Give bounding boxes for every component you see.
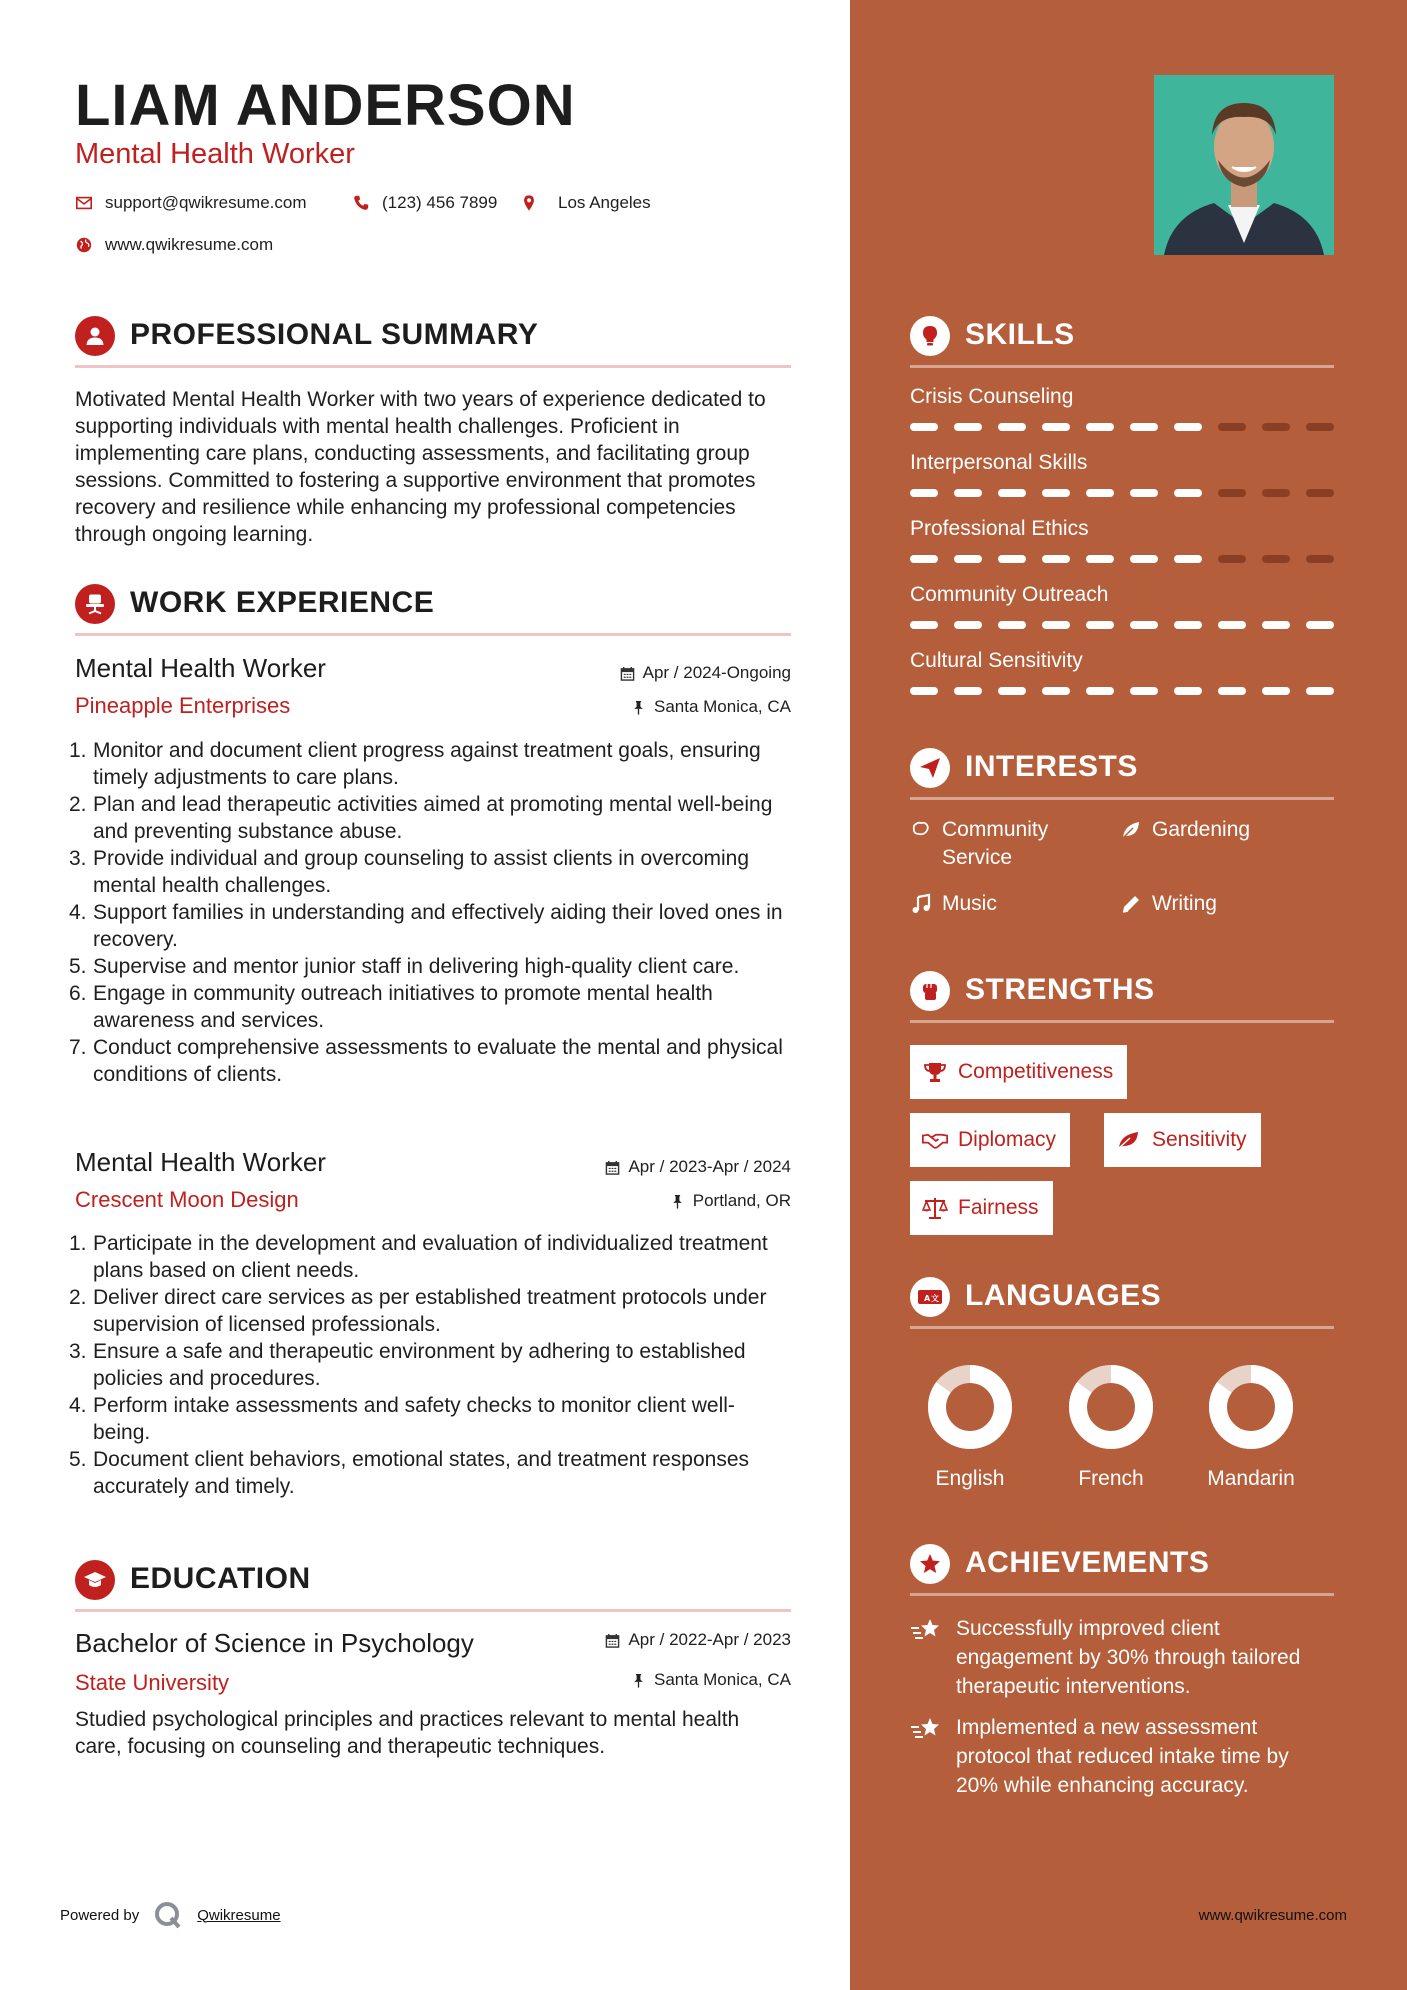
- interest-name: Community Service: [942, 818, 1049, 869]
- achievement-item: [910, 1713, 1334, 1800]
- interest-item: [910, 890, 997, 918]
- list-item: 5. Supervise and mentor junior staff in delivering high-quality client care.: [69, 955, 740, 978]
- education-description: Studied psychological principles and practices relevant to mental health care, focusing on counseling and therapeutic techniques.: [75, 1708, 740, 1758]
- strengths-section-header: [910, 965, 1334, 1021]
- music-note-icon: [910, 893, 932, 915]
- interest-item: [1120, 890, 1217, 918]
- skill-dash-empty: [1262, 555, 1290, 563]
- section-divider: [910, 1020, 1334, 1023]
- achievement-text: Implemented a new assessment protocol that reduced intake time by 20% while enhancing accuracy.: [956, 1716, 1289, 1797]
- job-1-location: [631, 697, 791, 717]
- job-2-title: Mental Health Worker: [75, 1147, 326, 1177]
- skill-dash-filled: [1262, 687, 1290, 695]
- list-item: 5. Document client behaviors, emotional states, and treatment responses accurately and timely.: [69, 1448, 750, 1498]
- pencil-icon: [1120, 893, 1142, 915]
- skill-name: Crisis Counseling: [910, 385, 1074, 408]
- calendar-icon: [605, 1160, 620, 1175]
- list-item: 2. Deliver direct care services as per established treatment protocols under supervision of licensed professionals.: [69, 1286, 767, 1336]
- skill-item: [910, 451, 1334, 497]
- skill-dash-filled: [1174, 489, 1202, 497]
- skill-dash-empty: [1218, 555, 1246, 563]
- skill-dash-filled: [1130, 555, 1158, 563]
- interest-name: Gardening: [1152, 818, 1251, 841]
- skill-dash-filled: [910, 555, 938, 563]
- skill-dash-filled: [998, 423, 1026, 431]
- achievements-section-header: [910, 1538, 1334, 1594]
- fist-icon: [910, 971, 950, 1011]
- list-item: 6. Engage in community outreach initiatives to promote mental health awareness and services.: [69, 982, 713, 1032]
- list-item: 2. Plan and lead therapeutic activities aimed at promoting mental well-being and preventing substance abuse.: [69, 793, 773, 843]
- skill-name: Community Outreach: [910, 583, 1109, 606]
- skill-dash-filled: [954, 423, 982, 431]
- candidate-name: LIAM ANDERSON: [75, 73, 576, 138]
- skill-dash-filled: [998, 555, 1026, 563]
- skill-level-bar: [910, 423, 1334, 431]
- skill-dash-filled: [910, 423, 938, 431]
- language-icon: [910, 1277, 950, 1317]
- hand-icon: [910, 819, 932, 841]
- skill-dash-filled: [910, 489, 938, 497]
- leaf-icon: [1120, 819, 1142, 841]
- skill-dash-filled: [1086, 423, 1114, 431]
- qwikresume-link[interactable]: Qwikresume: [197, 1906, 281, 1924]
- skill-item: [910, 649, 1334, 695]
- skill-dash-filled: [998, 489, 1026, 497]
- section-divider: [75, 1609, 791, 1612]
- website-text: www.qwikresume.com: [105, 235, 274, 254]
- education-dates: [605, 1630, 791, 1650]
- job-1-dates: [620, 663, 791, 683]
- scales-icon: [922, 1197, 948, 1219]
- language-name: Mandarin: [1207, 1467, 1295, 1490]
- interest-name: Writing: [1152, 892, 1217, 915]
- skill-dash-filled: [1086, 687, 1114, 695]
- shooting-star-icon: [910, 1715, 944, 1743]
- skill-dash-filled: [1130, 687, 1158, 695]
- language-item: [1041, 1362, 1181, 1491]
- interests-section-header: [910, 742, 1334, 798]
- skill-dash-filled: [998, 621, 1026, 629]
- strength-name: Fairness: [958, 1196, 1039, 1219]
- skill-name: Interpersonal Skills: [910, 451, 1088, 474]
- language-proficiency-donut: [1206, 1362, 1296, 1452]
- section-divider: [75, 633, 791, 636]
- language-item: [900, 1362, 1040, 1491]
- skill-dash-filled: [1174, 621, 1202, 629]
- skill-dash-filled: [954, 687, 982, 695]
- skill-item: [910, 517, 1334, 563]
- list-item: 4. Perform intake assessments and safety checks to monitor client well-being.: [69, 1394, 735, 1444]
- skill-dash-filled: [954, 555, 982, 563]
- language-name: French: [1078, 1467, 1144, 1490]
- job-2-dates: [605, 1157, 791, 1177]
- skill-dash-filled: [1130, 423, 1158, 431]
- email-text: support@qwikresume.com: [105, 193, 307, 212]
- shooting-star-icon: [910, 1616, 944, 1644]
- globe-icon: [75, 236, 93, 254]
- paper-plane-icon: [910, 748, 950, 788]
- svg-text:A: A: [924, 1294, 931, 1303]
- skill-dash-filled: [1130, 621, 1158, 629]
- skill-dash-filled: [998, 687, 1026, 695]
- office-chair-icon: [75, 584, 115, 624]
- skill-dash-empty: [1306, 489, 1334, 497]
- leaf-icon: [1116, 1129, 1142, 1151]
- achievement-item: [910, 1614, 1334, 1701]
- job-1-title: Mental Health Worker: [75, 653, 326, 683]
- skill-level-bar: [910, 555, 1334, 563]
- job-2-bullets: [69, 1230, 791, 1500]
- skill-level-bar: [910, 489, 1334, 497]
- star-badge-icon: [910, 1544, 950, 1584]
- education-section-header: [75, 1554, 791, 1610]
- handshake-icon: [922, 1129, 948, 1151]
- skills-heading: SKILLS: [965, 318, 1075, 351]
- skill-dash-filled: [1130, 489, 1158, 497]
- calendar-icon: [620, 666, 635, 681]
- job-1-company: Pineapple Enterprises: [75, 693, 291, 718]
- skill-dash-filled: [1042, 687, 1070, 695]
- skill-name: Professional Ethics: [910, 517, 1089, 540]
- sidebar: [850, 0, 1407, 1990]
- strength-name: Competitiveness: [958, 1060, 1114, 1083]
- interest-item: [1120, 816, 1250, 844]
- summary-section-header: [75, 310, 791, 366]
- languages-heading: LANGUAGES: [965, 1279, 1162, 1312]
- pushpin-icon: [631, 700, 646, 715]
- profile-photo: [1154, 75, 1334, 255]
- skill-dash-filled: [910, 687, 938, 695]
- language-proficiency-donut: [1066, 1362, 1156, 1452]
- trophy-icon: [922, 1061, 948, 1083]
- section-divider: [75, 365, 791, 368]
- job-1-location-text: Santa Monica, CA: [653, 697, 791, 716]
- skill-dash-filled: [1306, 621, 1334, 629]
- footer-url[interactable]: www.qwikresume.com: [1198, 1907, 1347, 1924]
- language-name: English: [935, 1467, 1005, 1490]
- strength-name: Sensitivity: [1152, 1128, 1247, 1151]
- languages-section-header: [910, 1271, 1334, 1327]
- summary-heading: PROFESSIONAL SUMMARY: [130, 318, 539, 351]
- strength-badge: [910, 1045, 1127, 1099]
- section-divider: [910, 1326, 1334, 1329]
- job-1-dates-text: Apr / 2024-Ongoing: [642, 663, 791, 682]
- email-contact[interactable]: [75, 193, 307, 213]
- skill-dash-empty: [1306, 555, 1334, 563]
- job-2-company: Crescent Moon Design: [75, 1187, 299, 1212]
- strength-name: Diplomacy: [958, 1128, 1057, 1151]
- skill-item: [910, 583, 1334, 629]
- envelope-icon: [75, 194, 93, 212]
- skill-dash-empty: [1218, 489, 1246, 497]
- strength-badge: [1104, 1113, 1261, 1167]
- phone-icon: [352, 194, 370, 212]
- skill-dash-filled: [1042, 423, 1070, 431]
- skill-dash-filled: [1086, 489, 1114, 497]
- website-contact[interactable]: [75, 235, 273, 255]
- skill-dash-filled: [910, 621, 938, 629]
- degree-title: Bachelor of Science in Psychology: [75, 1628, 474, 1658]
- skill-name: Cultural Sensitivity: [910, 649, 1083, 672]
- pushpin-icon: [670, 1194, 685, 1209]
- skill-dash-empty: [1262, 489, 1290, 497]
- list-item: 3. Ensure a safe and therapeutic environment by adhering to established policies and procedures.: [69, 1340, 746, 1390]
- candidate-title: Mental Health Worker: [75, 138, 355, 170]
- interest-name: Music: [942, 892, 997, 915]
- lightbulb-icon: [910, 316, 950, 356]
- skill-dash-filled: [1174, 555, 1202, 563]
- skill-dash-filled: [1218, 621, 1246, 629]
- skill-dash-filled: [1306, 687, 1334, 695]
- calendar-icon: [605, 1633, 620, 1648]
- job-1-bullets: [69, 737, 791, 1088]
- section-divider: [910, 797, 1334, 800]
- svg-text:文: 文: [931, 1294, 939, 1303]
- job-2-dates-text: Apr / 2023-Apr / 2024: [628, 1157, 791, 1176]
- map-pin-icon: [520, 194, 538, 212]
- school-name: State University: [75, 1670, 230, 1695]
- skill-dash-filled: [954, 489, 982, 497]
- user-icon: [75, 316, 115, 356]
- language-item: [1181, 1362, 1321, 1491]
- list-item: 7. Conduct comprehensive assessments to evaluate the mental and physical conditions of clients.: [69, 1036, 783, 1086]
- pushpin-icon: [631, 1673, 646, 1688]
- skill-dash-filled: [1086, 555, 1114, 563]
- interest-item: [910, 816, 1080, 872]
- skill-dash-empty: [1306, 423, 1334, 431]
- skill-dash-filled: [1086, 621, 1114, 629]
- skill-dash-empty: [1218, 423, 1246, 431]
- skill-dash-filled: [1174, 687, 1202, 695]
- location-text: Los Angeles: [558, 193, 651, 212]
- education-heading: EDUCATION: [130, 1562, 311, 1595]
- skill-item: [910, 385, 1334, 431]
- job-2-location-text: Portland, OR: [692, 1191, 791, 1210]
- skill-level-bar: [910, 621, 1334, 629]
- qwikresume-logo-icon: [153, 1900, 183, 1930]
- location-contact: [520, 193, 651, 213]
- strength-badge: [910, 1181, 1053, 1235]
- graduation-cap-icon: [75, 1560, 115, 1600]
- list-item: 1. Participate in the development and evaluation of individualized treatment plans based on client needs.: [69, 1232, 768, 1282]
- phone-text: (123) 456 7899: [382, 193, 498, 212]
- section-divider: [910, 365, 1334, 368]
- experience-heading: WORK EXPERIENCE: [130, 586, 435, 619]
- skill-dash-empty: [1262, 423, 1290, 431]
- skill-level-bar: [910, 687, 1334, 695]
- education-location: [631, 1670, 791, 1690]
- skill-dash-filled: [1042, 621, 1070, 629]
- skills-section-header: [910, 310, 1334, 366]
- skill-dash-filled: [1042, 489, 1070, 497]
- achievement-text: Successfully improved client engagement by 30% through tailored therapeutic interventions.: [956, 1617, 1301, 1698]
- skill-dash-filled: [1262, 621, 1290, 629]
- powered-by-text: Powered by: [60, 1906, 140, 1924]
- interests-heading: INTERESTS: [965, 750, 1138, 783]
- list-item: 1. Monitor and document client progress against treatment goals, ensuring timely adjustments to care plans.: [69, 739, 761, 789]
- language-proficiency-donut: [925, 1362, 1015, 1452]
- list-item: 4. Support families in understanding and effectively aiding their loved ones in recovery.: [69, 901, 783, 951]
- section-divider: [910, 1593, 1334, 1596]
- skill-dash-filled: [1174, 423, 1202, 431]
- job-2-location: [670, 1191, 791, 1211]
- powered-by: [60, 1900, 281, 1930]
- summary-text: Motivated Mental Health Worker with two years of experience dedicated to supporting individuals with mental health challenges. Proficient in implementing care plans, conducting assessments, and facilitating group sessions. Committed to fostering a supportive environment that promotes recovery and resilience while enhancing my professional competencies through ongoing learning.: [75, 388, 766, 546]
- skill-dash-filled: [1042, 555, 1070, 563]
- skill-dash-filled: [954, 621, 982, 629]
- education-dates-text: Apr / 2022-Apr / 2023: [628, 1630, 791, 1649]
- education-location-text: Santa Monica, CA: [653, 1670, 791, 1689]
- strength-badge: [910, 1113, 1070, 1167]
- experience-section-header: [75, 578, 791, 634]
- list-item: 3. Provide individual and group counseling to assist clients in overcoming mental health challenges.: [69, 847, 750, 897]
- phone-contact[interactable]: [352, 193, 497, 213]
- achievements-heading: ACHIEVEMENTS: [965, 1546, 1210, 1579]
- strengths-heading: STRENGTHS: [965, 973, 1155, 1006]
- skill-dash-filled: [1218, 687, 1246, 695]
